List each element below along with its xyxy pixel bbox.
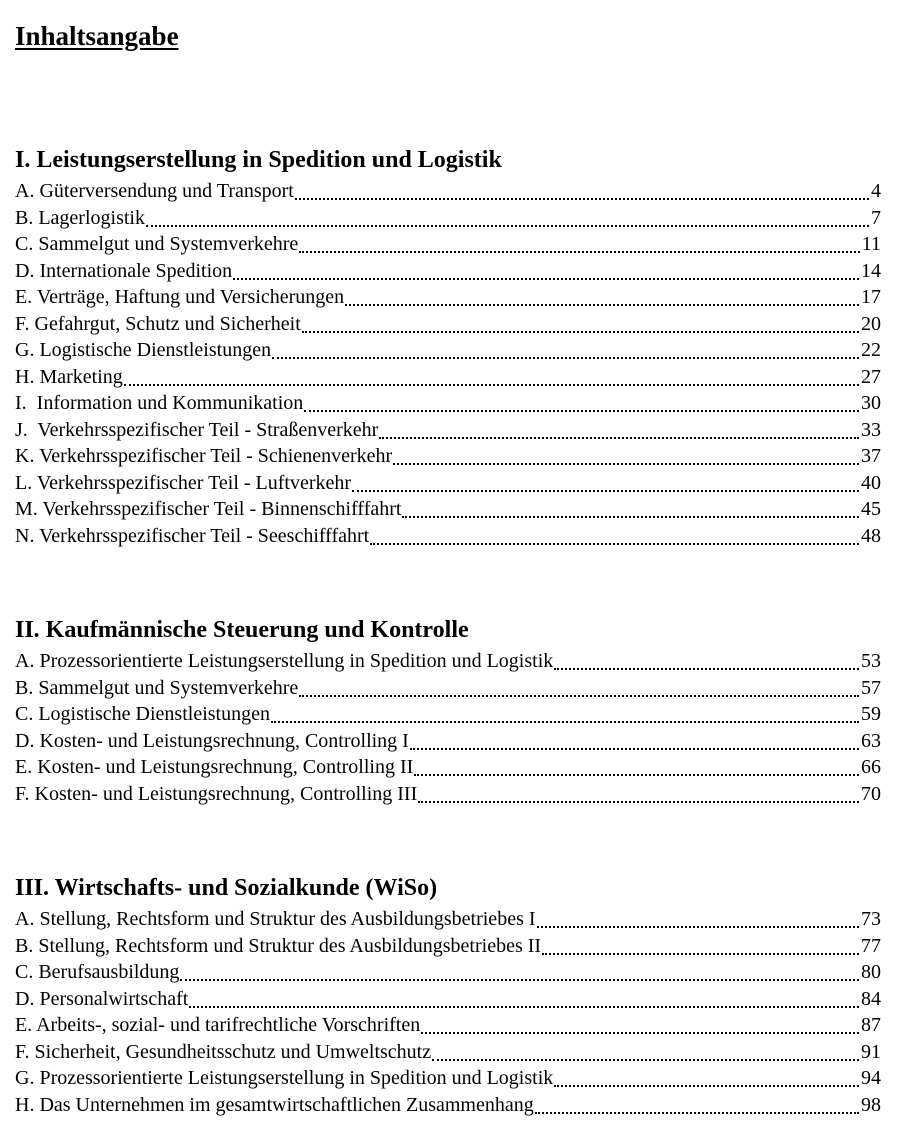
toc-entry bbox=[15, 1012, 881, 1039]
dot-leader bbox=[295, 198, 869, 200]
dot-leader bbox=[189, 1006, 859, 1008]
toc-entry-label: C. Logistische Dienstleistungen bbox=[15, 703, 270, 725]
dot-leader bbox=[554, 1085, 859, 1087]
dot-leader bbox=[393, 463, 859, 465]
dot-leader bbox=[345, 304, 859, 306]
dot-leader bbox=[432, 1059, 859, 1061]
toc-entry-page-number: 11 bbox=[861, 233, 881, 255]
dot-leader bbox=[352, 490, 859, 492]
toc-entry bbox=[15, 1039, 881, 1066]
toc-entry-page-number: 87 bbox=[861, 1014, 881, 1036]
dot-leader bbox=[418, 801, 859, 803]
toc-entry-page-number: 73 bbox=[861, 908, 881, 930]
dot-leader bbox=[542, 953, 859, 955]
dot-leader bbox=[302, 331, 859, 333]
toc-entry-label: K. Verkehrsspezifischer Teil - Schienenverkehr bbox=[15, 445, 393, 467]
dot-leader bbox=[180, 979, 859, 981]
toc-entry bbox=[15, 364, 881, 391]
toc-entry-label: A. Prozessorientierte Leistungserstellung in Spedition und Logistik bbox=[15, 650, 554, 672]
toc-entry bbox=[15, 986, 881, 1013]
dot-leader bbox=[554, 668, 859, 670]
toc-entry-label: E. Kosten- und Leistungsrechnung, Controlling II bbox=[15, 756, 414, 778]
toc-entry-label: F. Gefahrgut, Schutz und Sicherheit bbox=[15, 312, 301, 335]
dot-leader bbox=[421, 1032, 859, 1034]
toc-entry bbox=[15, 906, 881, 933]
toc-entry bbox=[15, 933, 881, 960]
toc-entry bbox=[15, 284, 881, 311]
toc-entry-page-number: 20 bbox=[861, 312, 881, 335]
toc-entry-label: N. Verkehrsspezifischer Teil - Seeschifffahrt bbox=[15, 524, 370, 547]
toc-entry-label: M. Verkehrsspezifischer Teil - Binnenschifffahrt bbox=[15, 498, 402, 520]
toc-list bbox=[15, 906, 881, 1118]
toc-entry-page-number: 70 bbox=[861, 782, 881, 805]
toc-entry-page-number: 37 bbox=[861, 445, 881, 467]
toc-entry-label: B. Lagerlogistik bbox=[15, 206, 145, 229]
dot-leader bbox=[124, 384, 859, 386]
toc-entry-page-number: 17 bbox=[861, 286, 881, 308]
toc-entry-label: I. Information und Kommunikation bbox=[15, 392, 304, 414]
section-heading: II. Kaufmännische Steuerung und Kontrolle bbox=[15, 617, 469, 643]
toc-entry-page-number: 48 bbox=[861, 524, 881, 547]
toc-entry-label: G. Logistische Dienstleistungen bbox=[15, 339, 272, 361]
toc-entry bbox=[15, 675, 881, 702]
toc-entry bbox=[15, 701, 881, 728]
toc-entry-label: C. Berufsausbildung bbox=[15, 961, 180, 983]
dot-leader bbox=[537, 926, 859, 928]
toc-entry bbox=[15, 523, 881, 550]
toc-entry bbox=[15, 231, 881, 258]
toc-entry-label: G. Prozessorientierte Leistungserstellung in Spedition und Logistik bbox=[15, 1067, 554, 1089]
toc-entry-label: B. Stellung, Rechtsform und Struktur des Ausbildungsbetriebes II bbox=[15, 934, 542, 957]
toc-entry bbox=[15, 470, 881, 497]
dot-leader bbox=[233, 278, 859, 280]
toc-entry-page-number: 63 bbox=[861, 729, 881, 752]
toc-entry-label: D. Internationale Spedition bbox=[15, 259, 233, 282]
toc-entry-page-number: 14 bbox=[861, 259, 881, 282]
toc-entry bbox=[15, 443, 881, 470]
toc-entry-label: A. Stellung, Rechtsform und Struktur des Ausbildungsbetriebes I bbox=[15, 908, 536, 930]
toc-entry-label: F. Kosten- und Leistungsrechnung, Controlling III bbox=[15, 782, 418, 805]
dot-leader bbox=[402, 516, 859, 518]
toc-entry bbox=[15, 496, 881, 523]
toc-entry bbox=[15, 959, 881, 986]
dot-leader bbox=[146, 225, 869, 227]
toc-entry-page-number: 7 bbox=[871, 206, 881, 229]
toc-entry-page-number: 33 bbox=[861, 418, 881, 441]
toc-entry-page-number: 94 bbox=[861, 1067, 881, 1089]
toc-entry-page-number: 4 bbox=[871, 180, 881, 202]
toc-entry-label: D. Kosten- und Leistungsrechnung, Controlling I bbox=[15, 729, 409, 752]
toc-entry-page-number: 91 bbox=[861, 1040, 881, 1063]
dot-leader bbox=[414, 774, 859, 776]
section-heading: I. Leistungserstellung in Spedition und Logistik bbox=[15, 147, 502, 173]
toc-entry-label: L. Verkehrsspezifischer Teil - Luftverkehr bbox=[15, 471, 352, 494]
toc-entry-label: F. Sicherheit, Gesundheitsschutz und Umweltschutz bbox=[15, 1040, 432, 1063]
dot-leader bbox=[272, 357, 859, 359]
toc-entry-page-number: 80 bbox=[861, 961, 881, 983]
toc-entry-label: C. Sammelgut und Systemverkehre bbox=[15, 233, 299, 255]
toc-entry bbox=[15, 205, 881, 232]
toc-entry-label: E. Verträge, Haftung und Versicherungen bbox=[15, 286, 345, 308]
toc-entry-page-number: 40 bbox=[861, 471, 881, 494]
dot-leader bbox=[535, 1112, 859, 1114]
section-heading: III. Wirtschafts- und Sozialkunde (WiSo) bbox=[15, 875, 438, 901]
toc-list bbox=[15, 178, 881, 549]
toc-entry-page-number: 98 bbox=[861, 1093, 881, 1116]
dot-leader bbox=[271, 721, 859, 723]
dot-leader bbox=[304, 410, 859, 412]
dot-leader bbox=[370, 543, 859, 545]
toc-entry-page-number: 66 bbox=[861, 756, 881, 778]
toc-entry-label: H. Marketing bbox=[15, 365, 123, 388]
dot-leader bbox=[410, 748, 859, 750]
toc-entry-page-number: 30 bbox=[861, 392, 881, 414]
dot-leader bbox=[379, 437, 859, 439]
toc-entry-page-number: 84 bbox=[861, 987, 881, 1010]
toc-entry bbox=[15, 754, 881, 781]
toc-section-3 bbox=[15, 872, 881, 1118]
toc-entry-label: A. Güterversendung und Transport bbox=[15, 180, 294, 202]
toc-entry bbox=[15, 311, 881, 338]
dot-leader bbox=[299, 251, 859, 253]
toc-entry-page-number: 22 bbox=[861, 339, 881, 361]
toc-entry-page-number: 27 bbox=[861, 365, 881, 388]
toc-entry bbox=[15, 417, 881, 444]
toc-entry-label: J. Verkehrsspezifischer Teil - Straßenverkehr bbox=[15, 418, 379, 441]
toc-entry bbox=[15, 1092, 881, 1119]
toc-entry-page-number: 57 bbox=[861, 676, 881, 699]
toc-entry-label: E. Arbeits-, sozial- und tarifrechtliche Vorschriften bbox=[15, 1014, 421, 1036]
toc-entry bbox=[15, 178, 881, 205]
toc-entry-page-number: 59 bbox=[861, 703, 881, 725]
toc-section-2 bbox=[15, 614, 881, 807]
toc-entry bbox=[15, 337, 881, 364]
toc-entry-page-number: 77 bbox=[861, 934, 881, 957]
toc-section-1 bbox=[15, 144, 881, 549]
dot-leader bbox=[299, 695, 859, 697]
page-title: Inhaltsangabe bbox=[15, 21, 179, 51]
toc-entry bbox=[15, 258, 881, 285]
toc-entry-label: H. Das Unternehmen im gesamtwirtschaftlichen Zusammenhang bbox=[15, 1093, 534, 1116]
toc-entry bbox=[15, 390, 881, 417]
toc-entry-page-number: 45 bbox=[861, 498, 881, 520]
toc-entry-page-number: 53 bbox=[861, 650, 881, 672]
toc-entry bbox=[15, 1065, 881, 1092]
toc-entry-label: B. Sammelgut und Systemverkehre bbox=[15, 676, 299, 699]
toc-entry bbox=[15, 728, 881, 755]
toc-entry bbox=[15, 781, 881, 808]
toc-list bbox=[15, 648, 881, 807]
toc-entry bbox=[15, 648, 881, 675]
toc-entry-label: D. Personalwirtschaft bbox=[15, 987, 189, 1010]
